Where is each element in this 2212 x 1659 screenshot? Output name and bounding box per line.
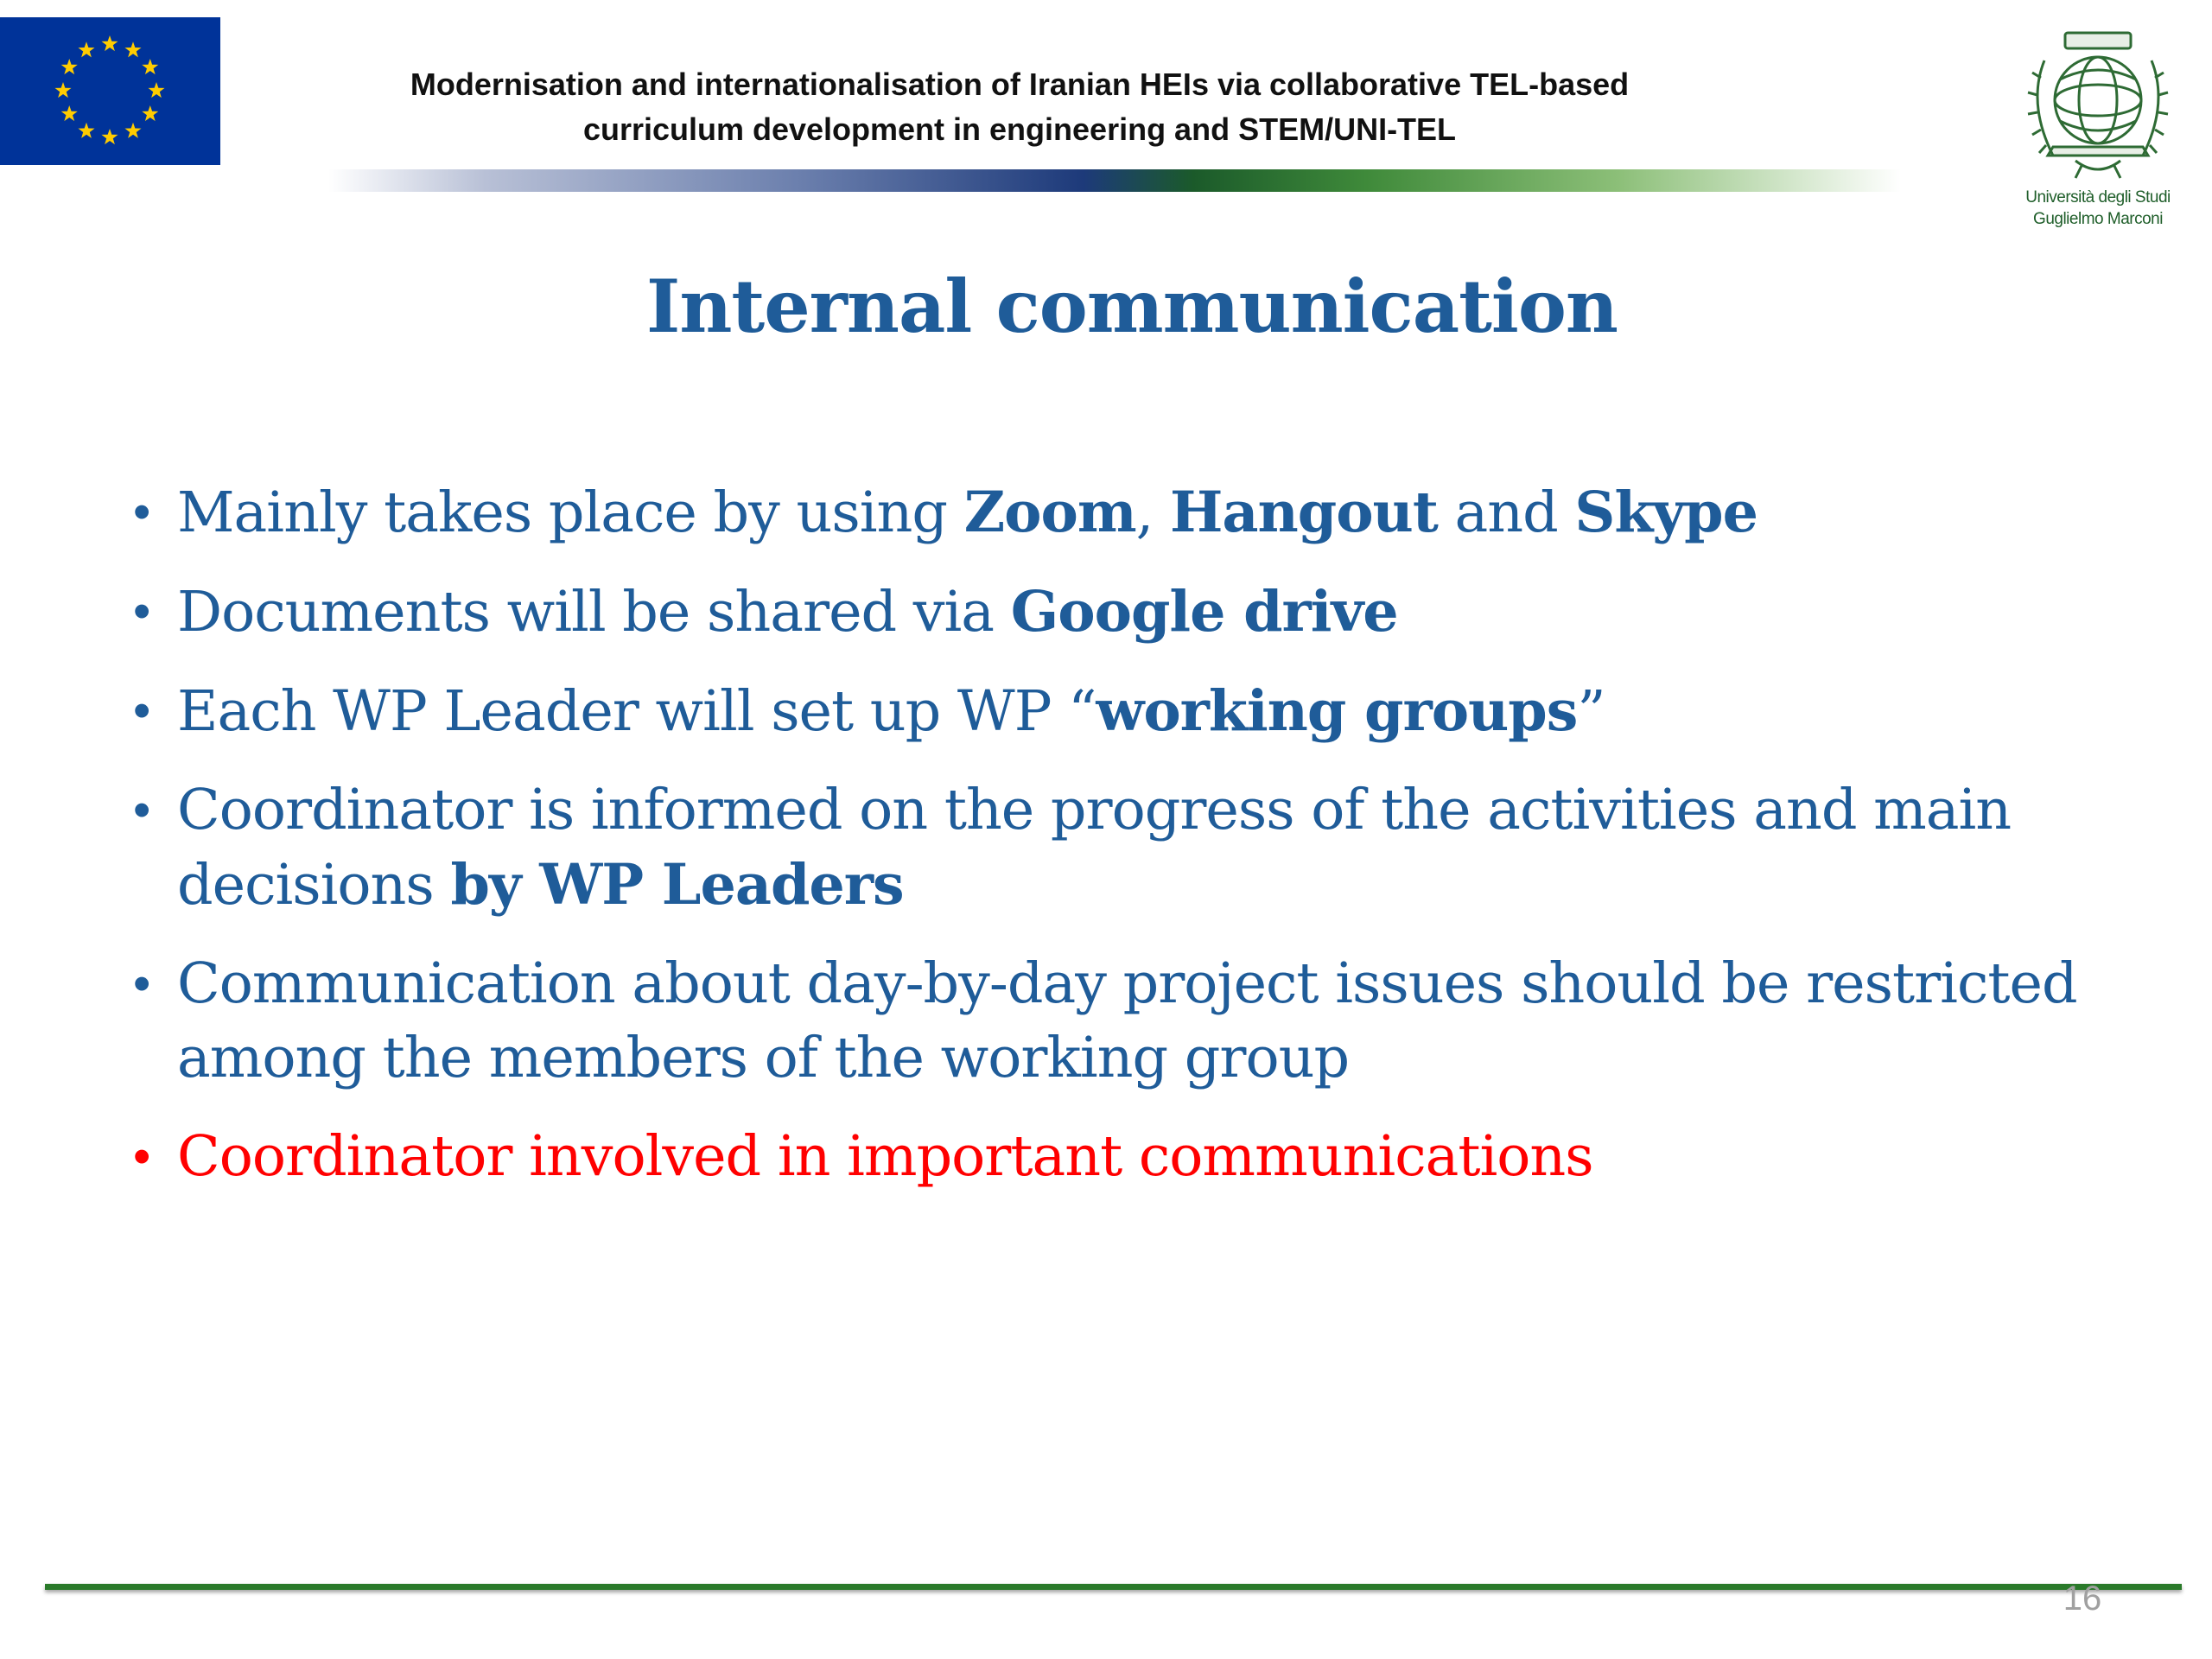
university-name-line-2: Guglielmo Marconi — [2033, 210, 2163, 228]
eu-flag-logo — [0, 17, 220, 165]
eu-star-icon — [101, 129, 118, 144]
bullet-item — [130, 773, 2117, 923]
bullet-item — [130, 947, 2117, 1096]
bullet-emphasis: Skype — [1574, 480, 1758, 545]
eu-star-icon — [124, 123, 141, 138]
eu-star-icon — [101, 35, 118, 51]
bullet-item — [130, 475, 2117, 550]
bullet-text: Documents will be shared via — [177, 580, 1011, 645]
page-number: 16 — [2063, 1580, 2102, 1618]
bullet-item — [130, 575, 2117, 650]
slide-title: Internal communication — [646, 264, 1618, 349]
eu-star-icon — [148, 82, 164, 98]
bullet-text: ” — [1577, 679, 1605, 744]
eu-star-icon — [142, 59, 158, 74]
project-header-line-1: Modernisation and internationalisation of Iranian HEIs via collaborative TEL-based — [410, 67, 1630, 102]
eu-star-icon — [124, 41, 141, 57]
university-name-line-1: Università degli Studi — [2025, 188, 2171, 207]
university-logo — [2003, 26, 2193, 242]
bullet-item — [130, 674, 2117, 749]
eu-star-icon — [54, 82, 71, 98]
bullet-emphasis: Google drive — [1010, 579, 1398, 645]
bullet-emphasis: Hangout — [1169, 480, 1438, 545]
project-header — [285, 62, 1754, 152]
bullet-item — [130, 1120, 2117, 1194]
bullet-text: and — [1437, 480, 1575, 545]
eu-star-icon — [78, 41, 94, 57]
bullet-emphasis: Zoom — [963, 480, 1136, 545]
bullet-text: Each WP Leader will set up WP “ — [177, 679, 1096, 744]
footer-divider — [45, 1584, 2182, 1590]
university-emblem-icon — [2018, 26, 2177, 185]
bullet-text: Coordinator is informed on the progress of the activities and main decisions — [177, 778, 2012, 918]
eu-star-icon — [78, 123, 94, 138]
bullet-text: Mainly takes place by using — [177, 480, 964, 545]
bullet-text: , — [1135, 480, 1170, 545]
header-gradient-bar — [328, 169, 1901, 192]
bullet-emphasis: working groups — [1096, 678, 1578, 744]
bullet-text: Communication about day-by-day project issues should be restricted among the members of the working group — [177, 951, 2077, 1090]
bullet-list — [130, 475, 2117, 1218]
university-name — [2003, 187, 2193, 230]
eu-star-icon — [61, 105, 78, 121]
bullet-text: Coordinator involved in important communications — [177, 1124, 1593, 1189]
eu-star-icon — [61, 59, 78, 74]
eu-star-icon — [142, 105, 158, 121]
bullet-emphasis: by WP Leaders — [450, 852, 904, 918]
project-header-line-2: curriculum development in engineering and STEM/UNI-TEL — [582, 111, 1457, 147]
